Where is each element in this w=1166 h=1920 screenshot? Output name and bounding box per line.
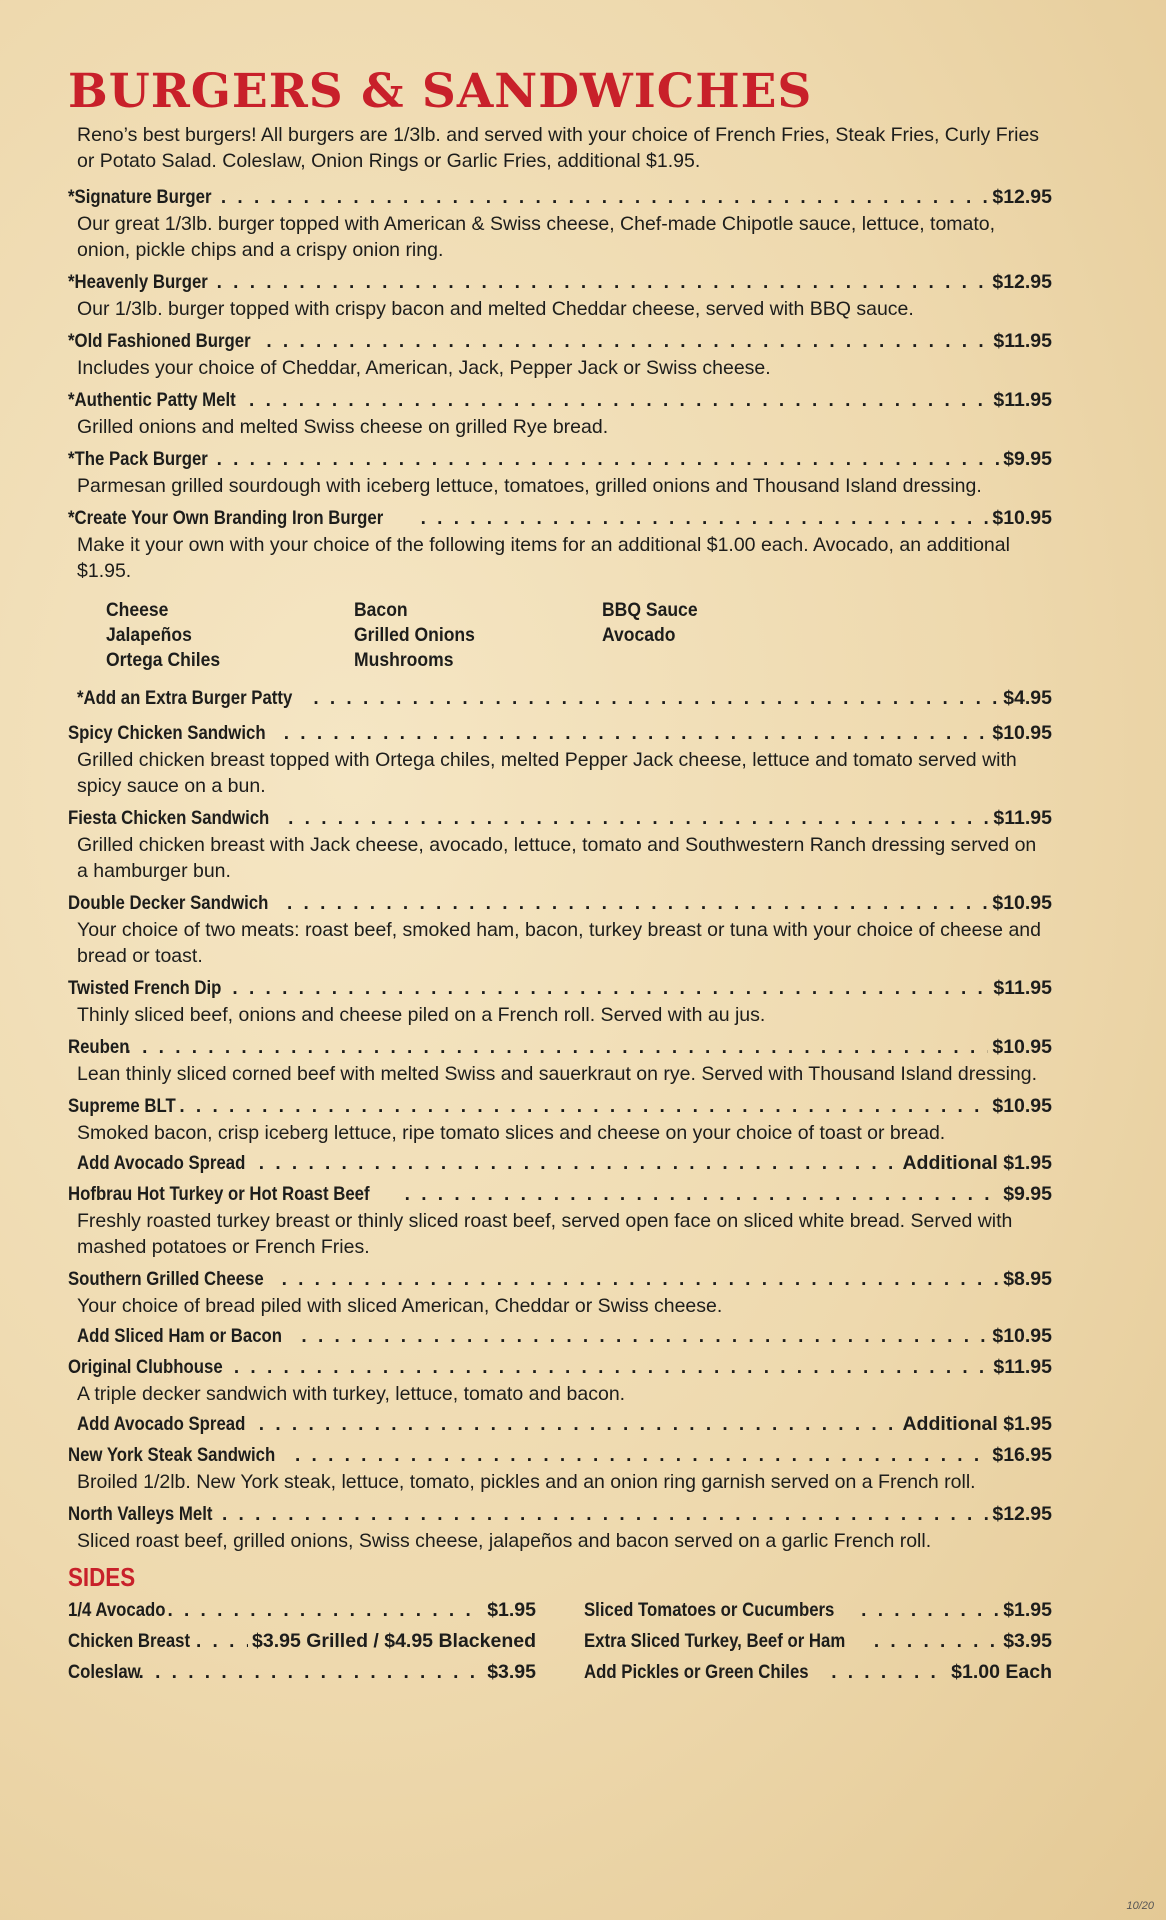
sides-grid bbox=[68, 1599, 1052, 1684]
menu-item bbox=[68, 977, 1052, 1028]
menu-item bbox=[68, 271, 1052, 322]
item-row bbox=[68, 1444, 1052, 1467]
item-price: $12.95 bbox=[992, 186, 1052, 208]
item-row bbox=[68, 977, 1052, 1000]
item-price: $9.95 bbox=[1003, 448, 1052, 470]
item-price: $12.95 bbox=[992, 1503, 1052, 1525]
item-name: Fiesta Chicken Sandwich bbox=[68, 807, 270, 829]
item-row bbox=[68, 1268, 1052, 1291]
leader-dots bbox=[196, 1631, 248, 1653]
item-name: Reuben bbox=[68, 1036, 130, 1058]
item-name: Double Decker Sandwich bbox=[68, 892, 269, 914]
item-description: Our 1/3lb. burger topped with crispy bacon and melted Cheddar cheese, served with BBQ sauce. bbox=[77, 298, 914, 320]
leader-dots bbox=[222, 1504, 988, 1526]
leader-dots bbox=[301, 1326, 988, 1348]
leader-dots bbox=[139, 1662, 484, 1684]
menu-item bbox=[68, 389, 1052, 440]
item-row bbox=[584, 1661, 1052, 1684]
item-name: *Authentic Patty Melt bbox=[68, 389, 236, 411]
item-price: $11.95 bbox=[993, 977, 1052, 999]
leader-dots bbox=[266, 331, 989, 353]
item-name: *Signature Burger bbox=[68, 186, 212, 208]
item-row bbox=[68, 1599, 536, 1622]
item-price: $10.95 bbox=[992, 1325, 1052, 1347]
menu-item bbox=[68, 186, 1052, 263]
leader-dots bbox=[259, 1414, 899, 1436]
item-price: $10.95 bbox=[992, 1095, 1052, 1117]
leader-dots bbox=[284, 723, 989, 745]
item-row bbox=[68, 1095, 1052, 1118]
item-row bbox=[68, 507, 1052, 530]
menu-item bbox=[68, 892, 1052, 969]
item-price: $4.95 bbox=[1003, 687, 1052, 709]
leader-dots bbox=[232, 978, 989, 1000]
item-row bbox=[68, 389, 1052, 412]
item-name: Spicy Chicken Sandwich bbox=[68, 722, 266, 744]
item-price: $10.95 bbox=[992, 722, 1052, 744]
menu-item bbox=[68, 1356, 1052, 1436]
leader-dots bbox=[167, 1600, 483, 1622]
item-name: New York Steak Sandwich bbox=[68, 1444, 276, 1466]
menu-item bbox=[68, 1036, 1052, 1087]
menu-item bbox=[68, 1095, 1052, 1175]
topping-option: Avocado bbox=[602, 624, 676, 646]
item-description: Grilled onions and melted Swiss cheese on grilled Rye bread. bbox=[77, 416, 609, 438]
item-price: Additional $1.95 bbox=[902, 1152, 1052, 1174]
item-name: North Valleys Melt bbox=[68, 1503, 213, 1525]
item-row bbox=[68, 1661, 536, 1684]
menu-item bbox=[68, 1503, 1052, 1554]
leader-dots bbox=[831, 1662, 947, 1684]
item-name: Twisted French Dip bbox=[68, 977, 222, 999]
menu-item bbox=[68, 1444, 1052, 1495]
leader-dots bbox=[249, 390, 989, 412]
item-description: Smoked bacon, crisp iceberg lettuce, ripe tomato slices and cheese on your choice of toast or bread. bbox=[77, 1122, 946, 1144]
menu-item bbox=[68, 1268, 1052, 1348]
menu-item bbox=[68, 807, 1052, 884]
item-description: Parmesan grilled sourdough with iceberg lettuce, tomatoes, grilled onions and Thousand Island dressing. bbox=[77, 475, 982, 497]
item-price: $3.95 Grilled / $4.95 Blackened bbox=[252, 1630, 536, 1652]
item-description: Our great 1/3lb. burger topped with American & Swiss cheese, Chef-made Chipotle sauce, lettuce, tomato, onion, pickle chips and a crispy onion ring. bbox=[77, 213, 996, 261]
page-code: 10/20 bbox=[1126, 1900, 1154, 1912]
item-description: Make it your own with your choice of the following items for an additional $1.00 each. Avocado, an additional $1.95. bbox=[77, 534, 1010, 582]
item-price: $11.95 bbox=[993, 330, 1052, 352]
item-price: $3.95 bbox=[487, 1661, 536, 1683]
topping-option: Cheese bbox=[106, 599, 169, 621]
item-name: Extra Sliced Turkey, Beef or Ham bbox=[584, 1630, 846, 1652]
menu-item bbox=[68, 1183, 1052, 1260]
addon-row bbox=[77, 1325, 1052, 1348]
topping-option: Grilled Onions bbox=[354, 624, 475, 646]
item-row bbox=[68, 1503, 1052, 1526]
item-name: Add Avocado Spread bbox=[77, 1152, 246, 1174]
item-row bbox=[68, 186, 1052, 209]
item-row bbox=[68, 1183, 1052, 1206]
leader-dots bbox=[288, 808, 989, 830]
item-description: Sliced roast beef, grilled onions, Swiss cheese, jalapeños and bacon served on a garlic French roll. bbox=[77, 1530, 932, 1552]
leader-dots bbox=[421, 508, 989, 530]
item-name: *Add an Extra Burger Patty bbox=[77, 687, 293, 709]
item-price: $10.95 bbox=[992, 1036, 1052, 1058]
item-name: Add Sliced Ham or Bacon bbox=[77, 1325, 283, 1347]
item-name: Coleslaw bbox=[68, 1661, 141, 1683]
item-name: *Heavenly Burger bbox=[68, 271, 208, 293]
item-name: Add Pickles or Green Chiles bbox=[584, 1661, 809, 1683]
item-name: Chicken Breast bbox=[68, 1630, 191, 1652]
item-price: $16.95 bbox=[992, 1444, 1052, 1466]
item-row bbox=[68, 807, 1052, 830]
leader-dots bbox=[874, 1631, 999, 1653]
extra-patty-row bbox=[77, 687, 1052, 710]
item-price: $10.95 bbox=[992, 892, 1052, 914]
leader-dots bbox=[313, 688, 999, 710]
page-title: BURGERS & SANDWICHES bbox=[68, 64, 813, 119]
menu-item bbox=[68, 330, 1052, 381]
item-row bbox=[68, 1630, 536, 1653]
item-price: $8.95 bbox=[1003, 1268, 1052, 1290]
item-name: *Old Fashioned Burger bbox=[68, 330, 251, 352]
leader-dots bbox=[221, 187, 988, 209]
item-price: $11.95 bbox=[993, 807, 1052, 829]
leader-dots bbox=[405, 1184, 1000, 1206]
item-price: $3.95 bbox=[1003, 1630, 1052, 1652]
item-description: Grilled chicken breast with Jack cheese, avocado, lettuce, tomato and Southwestern Ranch dressing served on a hamburger bun. bbox=[77, 834, 1037, 882]
item-price: $11.95 bbox=[993, 389, 1052, 411]
item-row bbox=[68, 1356, 1052, 1379]
item-price: $10.95 bbox=[992, 507, 1052, 529]
item-name: Supreme BLT bbox=[68, 1095, 176, 1117]
item-price: $1.95 bbox=[487, 1599, 536, 1621]
leader-dots bbox=[295, 1445, 988, 1467]
item-name: *The Pack Burger bbox=[68, 448, 208, 470]
intro-text: Reno’s best burgers! All burgers are 1/3lb. and served with your choice of French Fries, Steak Fries, Curly Fries or Potato Salad. Coleslaw, Onion Rings or Garlic Fries, additional $1.95. bbox=[77, 124, 1040, 172]
item-row bbox=[68, 892, 1052, 915]
topping-option: BBQ Sauce bbox=[602, 599, 698, 621]
item-description: Broiled 1/2lb. New York steak, lettuce, tomato, pickles and an onion ring garnish served on a French roll. bbox=[77, 1471, 976, 1493]
item-row bbox=[68, 448, 1052, 471]
item-name: Original Clubhouse bbox=[68, 1356, 223, 1378]
toppings-grid bbox=[106, 598, 1052, 673]
burger-list bbox=[68, 186, 1052, 584]
leader-dots bbox=[234, 1357, 990, 1379]
item-description: Freshly roasted turkey breast or thinly sliced roast beef, served open face on sliced white bread. Served with mashed potatoes or French Fries. bbox=[77, 1210, 1013, 1258]
item-row bbox=[68, 271, 1052, 294]
menu-item bbox=[68, 448, 1052, 499]
addon-row bbox=[77, 1413, 1052, 1436]
leader-dots bbox=[259, 1153, 899, 1175]
item-price: $12.95 bbox=[992, 271, 1052, 293]
leader-dots bbox=[179, 1096, 988, 1118]
topping-option: Bacon bbox=[354, 599, 408, 621]
item-price: $1.00 Each bbox=[951, 1661, 1052, 1683]
leader-dots bbox=[217, 272, 989, 294]
item-price: $1.95 bbox=[1003, 1599, 1052, 1621]
leader-dots bbox=[287, 893, 988, 915]
topping-option: Jalapeños bbox=[106, 624, 192, 646]
leader-dots bbox=[861, 1600, 999, 1622]
leader-dots bbox=[282, 1269, 1000, 1291]
item-description: A triple decker sandwich with turkey, lettuce, tomato and bacon. bbox=[77, 1383, 626, 1405]
menu-page bbox=[68, 54, 1052, 1684]
item-price: Additional $1.95 bbox=[902, 1413, 1052, 1435]
item-description: Includes your choice of Cheddar, American, Jack, Pepper Jack or Swiss cheese. bbox=[77, 357, 771, 379]
item-description: Your choice of two meats: roast beef, smoked ham, bacon, turkey breast or tuna with your choice of cheese and bread or toast. bbox=[77, 919, 1041, 967]
item-description: Your choice of bread piled with sliced American, Cheddar or Swiss cheese. bbox=[77, 1295, 723, 1317]
item-row bbox=[584, 1630, 1052, 1653]
item-price: $9.95 bbox=[1003, 1183, 1052, 1205]
menu-item bbox=[68, 722, 1052, 799]
item-row bbox=[584, 1599, 1052, 1622]
item-name: Hofbrau Hot Turkey or Hot Roast Beef bbox=[68, 1183, 370, 1205]
item-description: Grilled chicken breast topped with Ortega chiles, melted Pepper Jack cheese, lettuce and tomato served with spicy sauce on a bun. bbox=[77, 749, 1017, 797]
item-row bbox=[68, 1036, 1052, 1059]
leader-dots bbox=[126, 1037, 989, 1059]
item-description: Lean thinly sliced corned beef with melted Swiss and sauerkraut on rye. Served with Thousand Island dressing. bbox=[77, 1063, 1038, 1085]
item-price: $11.95 bbox=[993, 1356, 1052, 1378]
item-name: 1/4 Avocado bbox=[68, 1599, 166, 1621]
item-name: Add Avocado Spread bbox=[77, 1413, 246, 1435]
sides-title: SIDES bbox=[68, 1562, 136, 1592]
item-row bbox=[68, 722, 1052, 745]
item-row bbox=[68, 330, 1052, 353]
item-description: Thinly sliced beef, onions and cheese piled on a French roll. Served with au jus. bbox=[77, 1004, 766, 1026]
topping-option: Ortega Chiles bbox=[106, 649, 221, 671]
topping-option: Mushrooms bbox=[354, 649, 454, 671]
sandwich-list bbox=[68, 722, 1052, 1554]
topping-option bbox=[602, 648, 825, 673]
item-name: Sliced Tomatoes or Cucumbers bbox=[584, 1599, 835, 1621]
leader-dots bbox=[217, 449, 1000, 471]
menu-item bbox=[68, 507, 1052, 584]
addon-row bbox=[77, 1152, 1052, 1175]
item-name: *Create Your Own Branding Iron Burger bbox=[68, 507, 384, 529]
item-name: Southern Grilled Cheese bbox=[68, 1268, 264, 1290]
